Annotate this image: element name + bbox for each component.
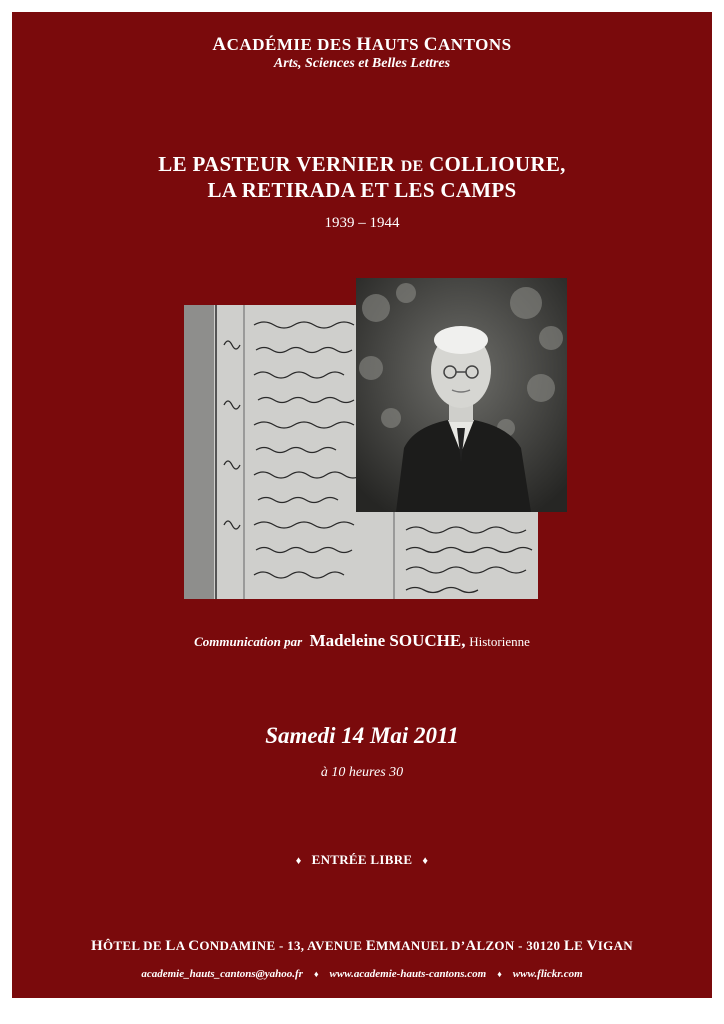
portrait-illustration <box>356 278 567 512</box>
title-line-2: LA RETIRADA ET LES CAMPS <box>207 178 517 202</box>
website-link[interactable]: www.academie-hauts-cantons.com <box>329 968 487 980</box>
event-time: à 10 heures 30 <box>320 765 404 780</box>
communication-lead: Communication par <box>194 634 303 649</box>
title-line-1: LE PASTEUR VERNIER DE COLLIOURE, <box>158 152 566 176</box>
portrait-photo <box>356 278 567 512</box>
speaker-name: Madeleine SOUCHE, <box>309 631 466 650</box>
venue-address: HÔTEL DE LA CONDAMINE - 13, AVENUE EMMANUEL D’ALZON - 30120 LE VIGAN <box>91 938 633 954</box>
diamond-icon: ♦ <box>295 855 302 867</box>
entry-notice <box>12 852 712 868</box>
speaker-role: Historienne <box>469 634 530 649</box>
poster <box>12 12 712 998</box>
title-years: 1939 – 1944 <box>324 215 400 231</box>
contact-line <box>12 968 712 980</box>
diamond-icon: ♦ <box>497 969 502 979</box>
speaker-line <box>12 631 712 651</box>
email-link[interactable]: academie_hauts_cantons@yahoo.fr <box>141 968 303 980</box>
organization-name: ACADÉMIE DES HAUTS CANTONS <box>212 34 512 55</box>
flickr-link[interactable]: www.flickr.com <box>512 968 583 980</box>
organization-tagline: Arts, Sciences et Belles Lettres <box>273 56 451 71</box>
diamond-icon: ♦ <box>313 969 319 979</box>
event-date: Samedi 14 Mai 2011 <box>265 723 459 748</box>
diamond-icon: ♦ <box>422 855 429 867</box>
entry-label: ENTRÉE LIBRE <box>311 852 413 867</box>
